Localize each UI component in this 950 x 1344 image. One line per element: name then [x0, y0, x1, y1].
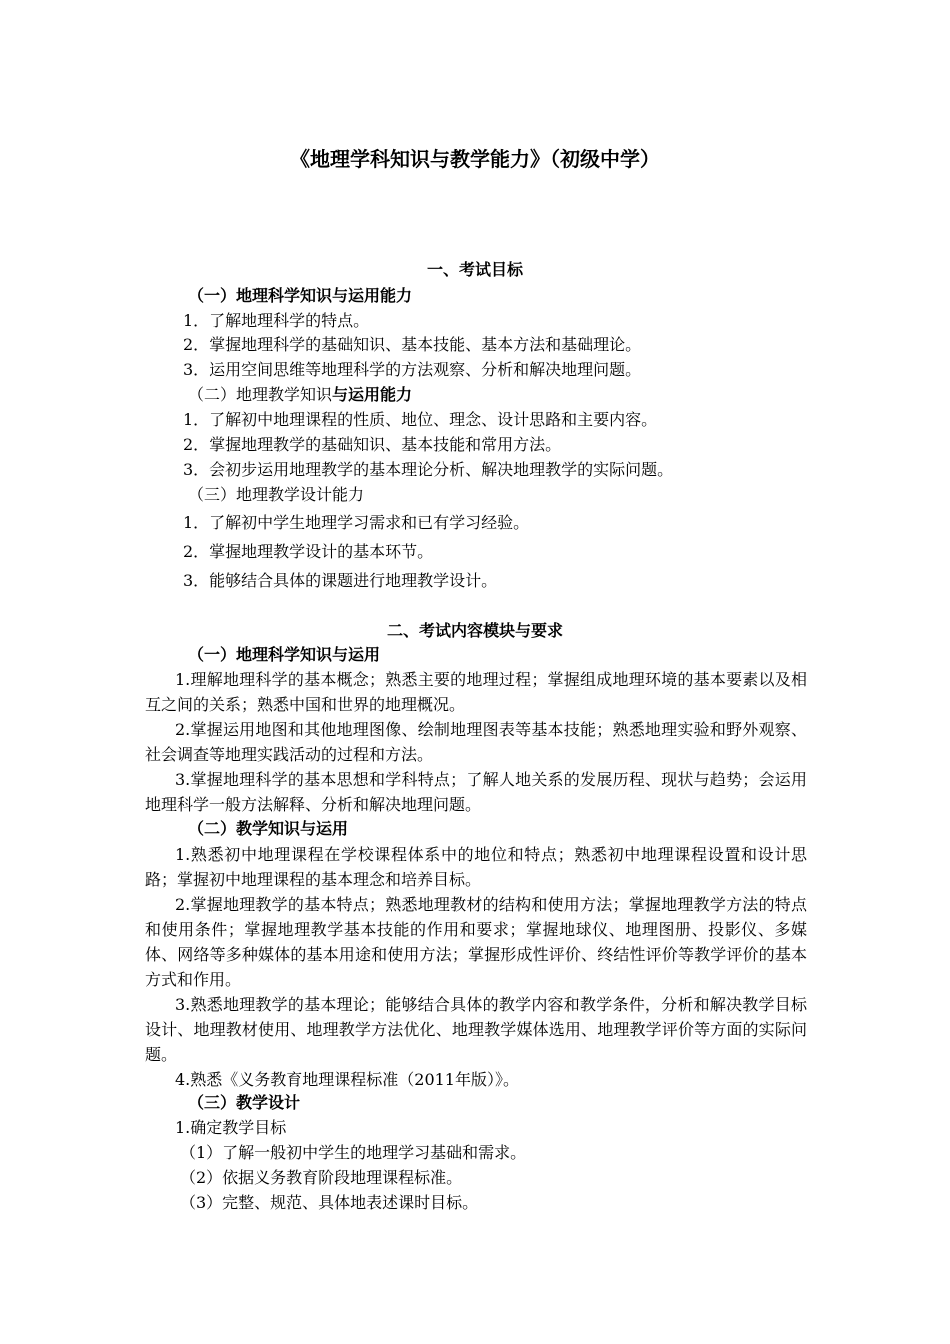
paragraph: 1.熟悉初中地理课程在学校课程体系中的地位和特点；熟悉初中地理课程设置和设计思路；掌握初中地理课程的基本理念和培养目标。 [145, 845, 807, 889]
document-title: 《地理学科知识与教学能力》（初级中学） [290, 147, 660, 171]
list-item-heading: 1.确定教学目标 [175, 1118, 287, 1137]
list-item: 2．掌握地理教学的基础知识、基本技能和常用方法。 [183, 435, 562, 454]
list-item: 1．了解地理科学的特点。 [183, 311, 370, 330]
paragraph: 4.熟悉《义务教育地理课程标准（2011年版）》。 [175, 1070, 519, 1089]
list-item: 3．运用空间思维等地理科学的方法观察、分析和解决地理问题。 [183, 360, 642, 379]
list-item: 1．了解初中地理课程的性质、地位、理念、设计思路和主要内容。 [183, 410, 658, 429]
subsection-heading: （一）地理科学知识与运用 [188, 645, 381, 664]
paragraph: 3.熟悉地理教学的基本理论；能够结合具体的教学内容和教学条件，分析和解决教学目标设计、地理教材使用、地理教学方法优化、地理教学媒体选用、地理教学评价等方面的实际问题。 [145, 995, 807, 1064]
paragraph: 2.掌握运用地图和其他地理图像、绘制地理图表等基本技能；熟悉地理实验和野外观察、社会调查等地理实践活动的过程和方法。 [145, 720, 807, 764]
list-item: （1）了解一般初中学生的地理学习基础和需求。 [180, 1143, 527, 1162]
list-item: 3．会初步运用地理教学的基本理论分析、解决地理教学的实际问题。 [183, 460, 674, 479]
list-item: 2．掌握地理科学的基础知识、基本技能、基本方法和基础理论。 [183, 335, 642, 354]
subsection-heading: （三）教学设计 [188, 1093, 301, 1112]
subsection-heading: （二）教学知识与运用 [188, 819, 349, 838]
paragraph: 3.掌握地理科学的基本思想和学科特点；了解人地关系的发展历程、现状与趋势；会运用地理科学一般方法解释、分析和解决地理问题。 [145, 770, 807, 814]
list-item: （2）依据义务教育阶段地理课程标准。 [180, 1168, 463, 1187]
paragraph: 2.掌握地理教学的基本特点；熟悉地理教材的结构和使用方法；掌握地理教学方法的特点和使用条件；掌握地理教学基本技能的作用和要求；掌握地球仪、地理图册、投影仪、多媒体、网络等多种媒体的基本用途和使用方法；掌握形成性评价、终结性评价等教学评价的基本方式和作用。 [145, 895, 807, 989]
list-item: 3．能够结合具体的课题进行地理教学设计。 [183, 571, 498, 590]
paragraph: 1.理解地理科学的基本概念；熟悉主要的地理过程；掌握组成地理环境的基本要素以及相互之间的关系；熟悉中国和世界的地理概况。 [145, 670, 807, 714]
list-item: 2．掌握地理教学设计的基本环节。 [183, 542, 434, 561]
subsection-heading [188, 385, 412, 405]
subsection-heading: （一）地理科学知识与运用能力 [188, 286, 413, 305]
section-heading-exam-content: 二、考试内容模块与要求 [386, 621, 563, 640]
subsection-heading-prefix: （二）地理教学知识 [188, 385, 333, 404]
subsection-heading-suffix: 与运用能力 [332, 385, 413, 404]
section-heading-exam-goals: 一、考试目标 [426, 260, 523, 279]
list-item: 1．了解初中学生地理学习需求和已有学习经验。 [183, 513, 530, 532]
list-item: （3）完整、规范、具体地表述课时目标。 [180, 1193, 479, 1212]
subsection-heading: （三）地理教学设计能力 [188, 485, 365, 504]
